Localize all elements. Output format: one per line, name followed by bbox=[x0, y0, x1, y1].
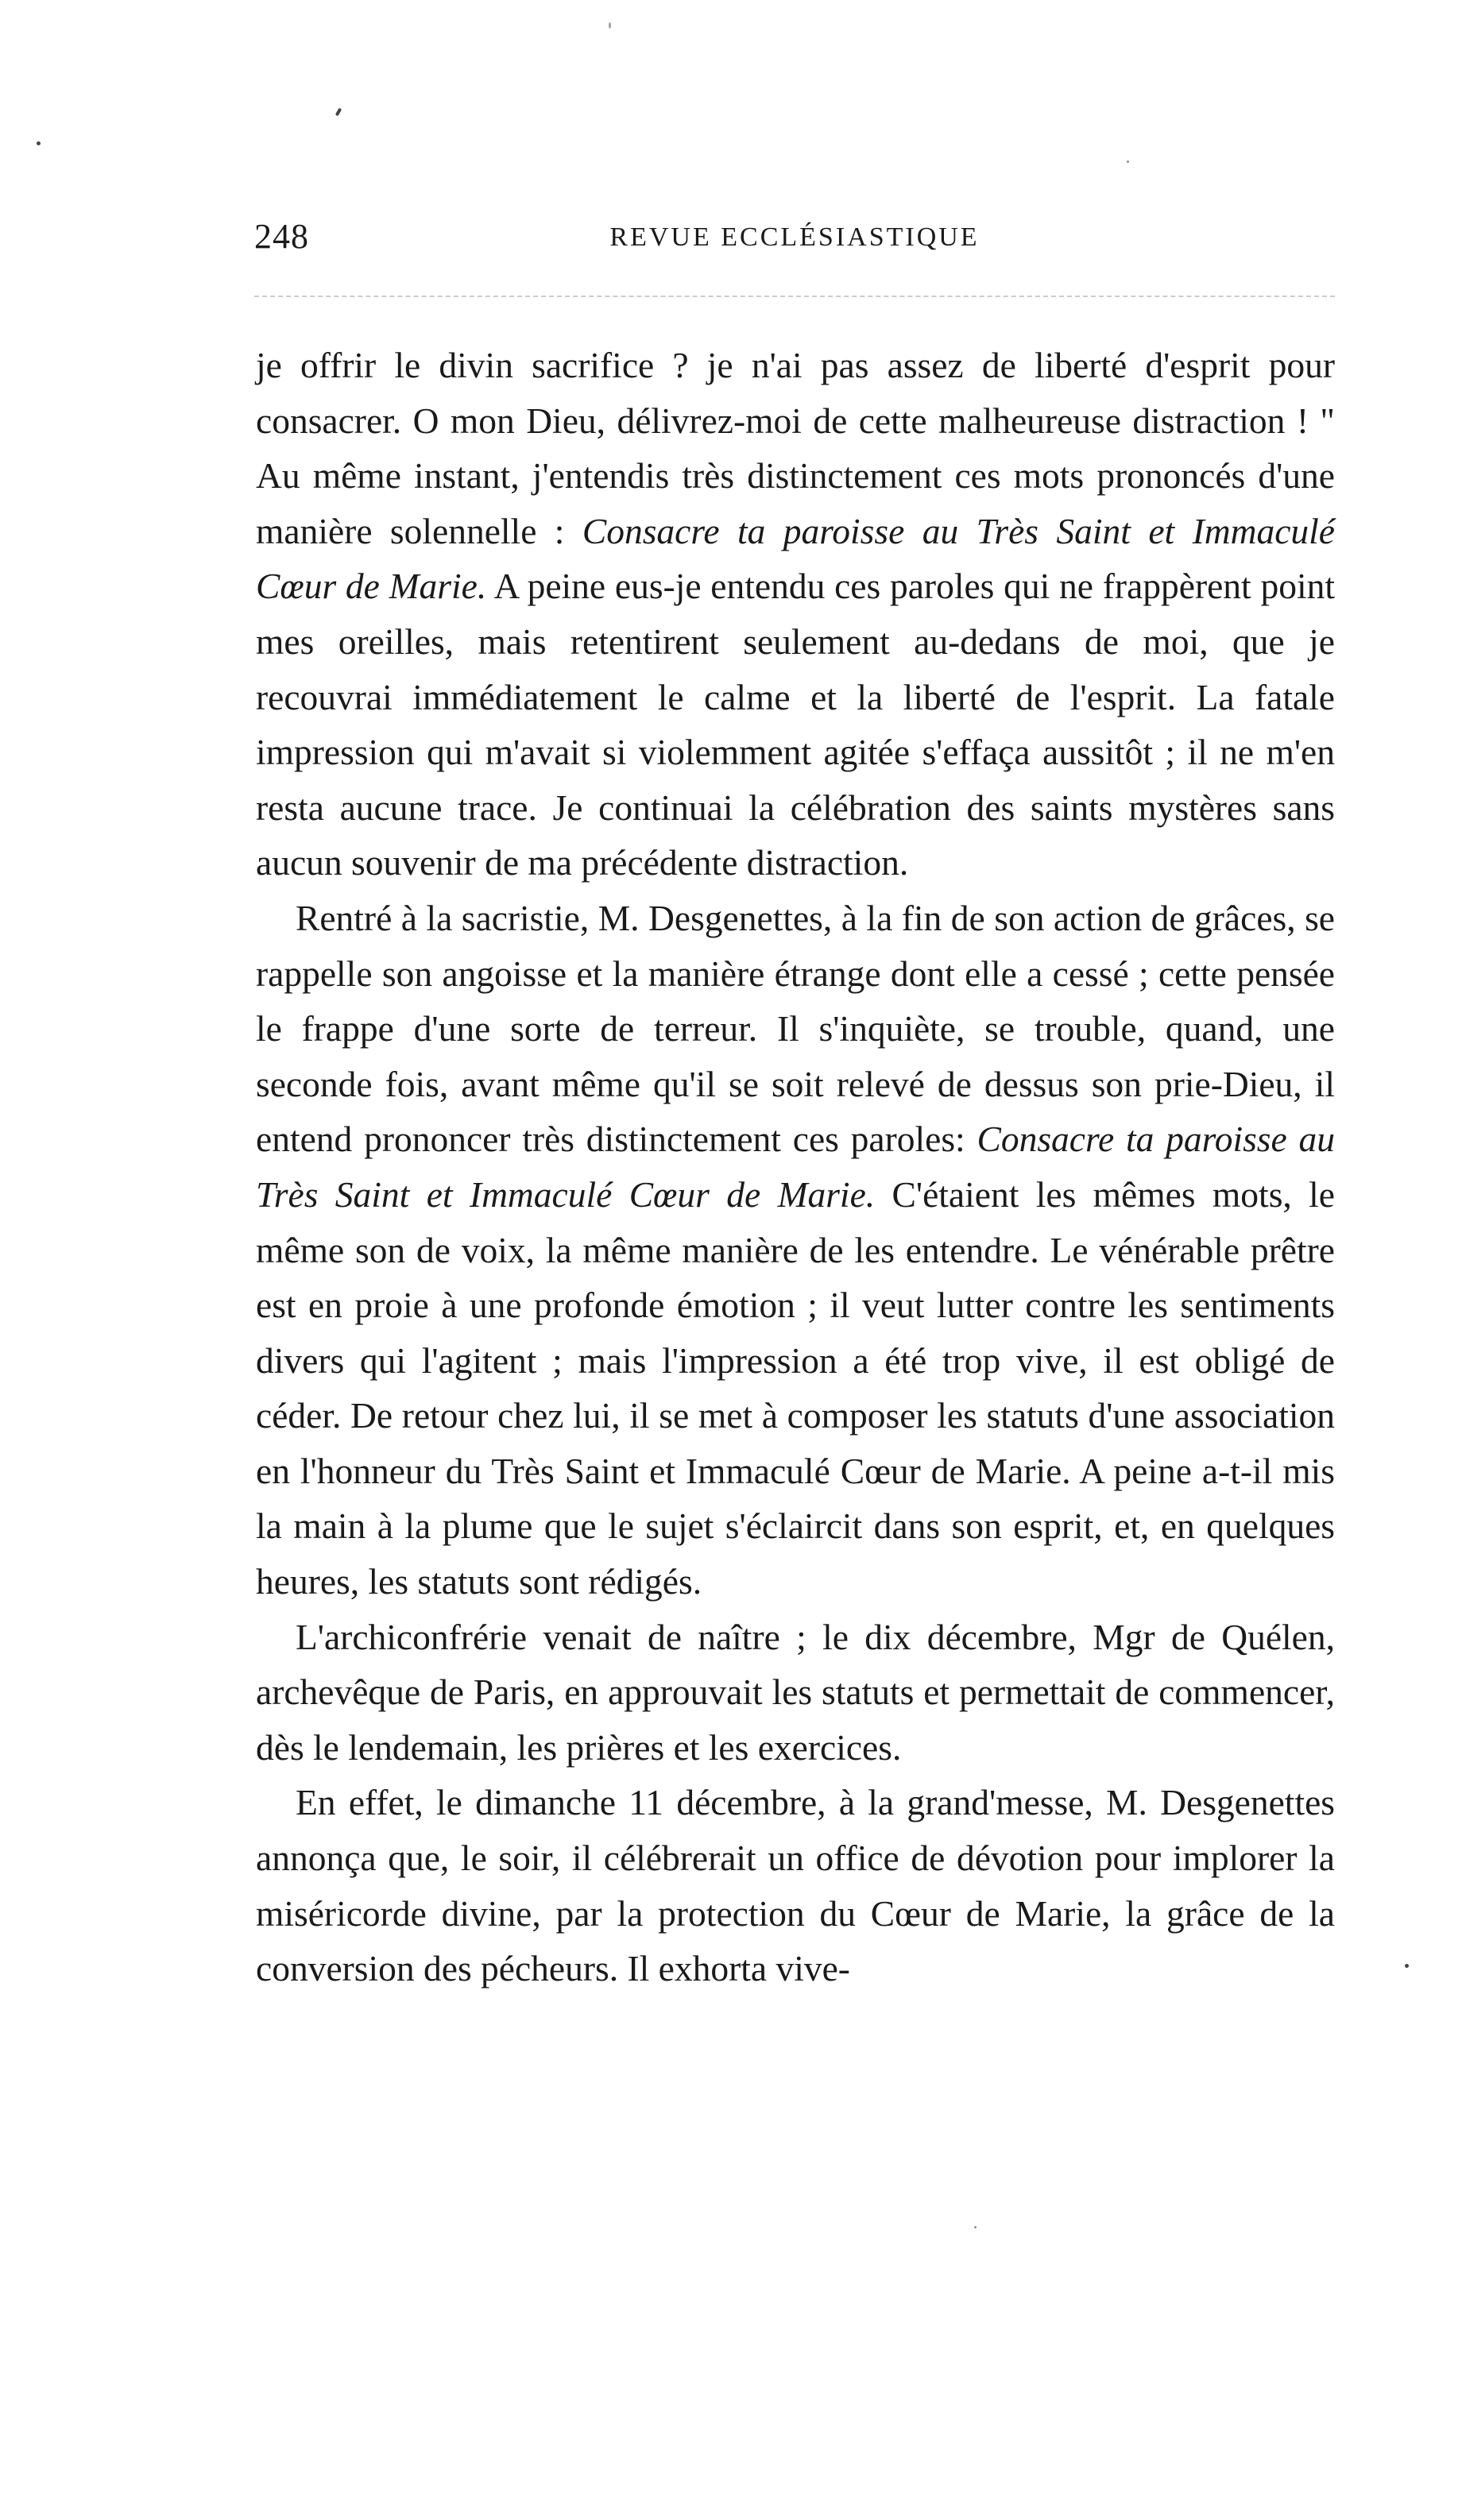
paragraph-1 bbox=[256, 338, 1335, 891]
page-number: 248 bbox=[254, 217, 309, 256]
ink-speck bbox=[1127, 160, 1129, 163]
paragraph-2 bbox=[256, 891, 1335, 1610]
italic-quotation: Consacre ta paroisse au Très Saint et Immaculé Cœur de Marie. bbox=[256, 510, 1335, 607]
paragraph-3 bbox=[256, 1610, 1335, 1776]
text-run: Rentré à la sacristie, M. Desgenettes, à la fin de son action de grâces, se rappelle son angoisse et la manière étrange dont elle a cessé ; cette pensée le frappe d'une sorte de terreur. Il s'inquiète, se trouble, quand, une seconde fois, avant même qu'il se soit relevé de dessus son prie-Dieu, il entend prononcer très distinctement ces paroles: bbox=[256, 897, 1335, 1160]
ink-speck bbox=[609, 22, 611, 29]
ink-speck bbox=[335, 108, 342, 117]
ink-speck bbox=[974, 2226, 977, 2228]
header-rule bbox=[254, 296, 1335, 297]
running-head: REVUE ECCLÉSIASTIQUE bbox=[609, 222, 980, 252]
ink-speck bbox=[37, 141, 41, 145]
text-run: A peine eus-je entendu ces paroles qui ne frappèrent point mes oreilles, mais retentirent seulement au-dedans de moi, que je recouvrai immédiatement le calme et la liberté de l'esprit. La fatale impression qui m'avait si violemment agitée s'effaça aussitôt ; il ne m'en resta aucune trace. Je continuai la célébration des saints mystères sans aucun souvenir de ma précédente distraction. bbox=[256, 566, 1335, 883]
text-run: En effet, le dimanche 11 décembre, à la grand'messe, M. Desgenettes annonça que, le soir, il célébrerait un office de dévotion pour implorer la miséricorde divine, par la protection du Cœur de Marie, la grâce de la conversion des pécheurs. Il exhorta vive- bbox=[256, 1782, 1335, 1989]
text-run: C'étaient les mêmes mots, le même son de voix, la même manière de les entendre. Le vénérable prêtre est en proie à une profonde émotion ; il veut lutter contre les sentiments divers qui l'agitent ; mais l'impression a été trop vive, il est obligé de céder. De retour chez lui, il se met à composer les statuts d'une association en l'honneur du Très Saint et Immaculé Cœur de Marie. A peine a-t-il mis la main à la plume que le sujet s'éclaircit dans son esprit, et, en quelques heures, les statuts sont rédigés. bbox=[256, 1173, 1336, 1602]
italic-quotation: Consacre ta paroisse au Très Saint et Immaculé Cœur de Marie. bbox=[256, 1119, 1335, 1215]
text-run: L'archiconfrérie venait de naître ; le dix décembre, Mgr de Quélen, archevêque de Paris, en approuvait les statuts et permettait de commencer, dès le lendemain, les prières et les exercices. bbox=[256, 1616, 1335, 1768]
page-header bbox=[254, 216, 1335, 272]
ink-speck bbox=[1405, 1964, 1409, 1968]
text-run: je offrir le divin sacrifice ? je n'ai pas assez de liberté d'esprit pour consacrer. O mon Dieu, délivrez-moi de cette malheureuse distraction ! " Au même instant, j'entendis très distinctement ces mots prononcés d'une manière solennelle : bbox=[256, 345, 1335, 551]
body-text bbox=[256, 338, 1335, 1996]
paragraph-4 bbox=[256, 1775, 1335, 1996]
